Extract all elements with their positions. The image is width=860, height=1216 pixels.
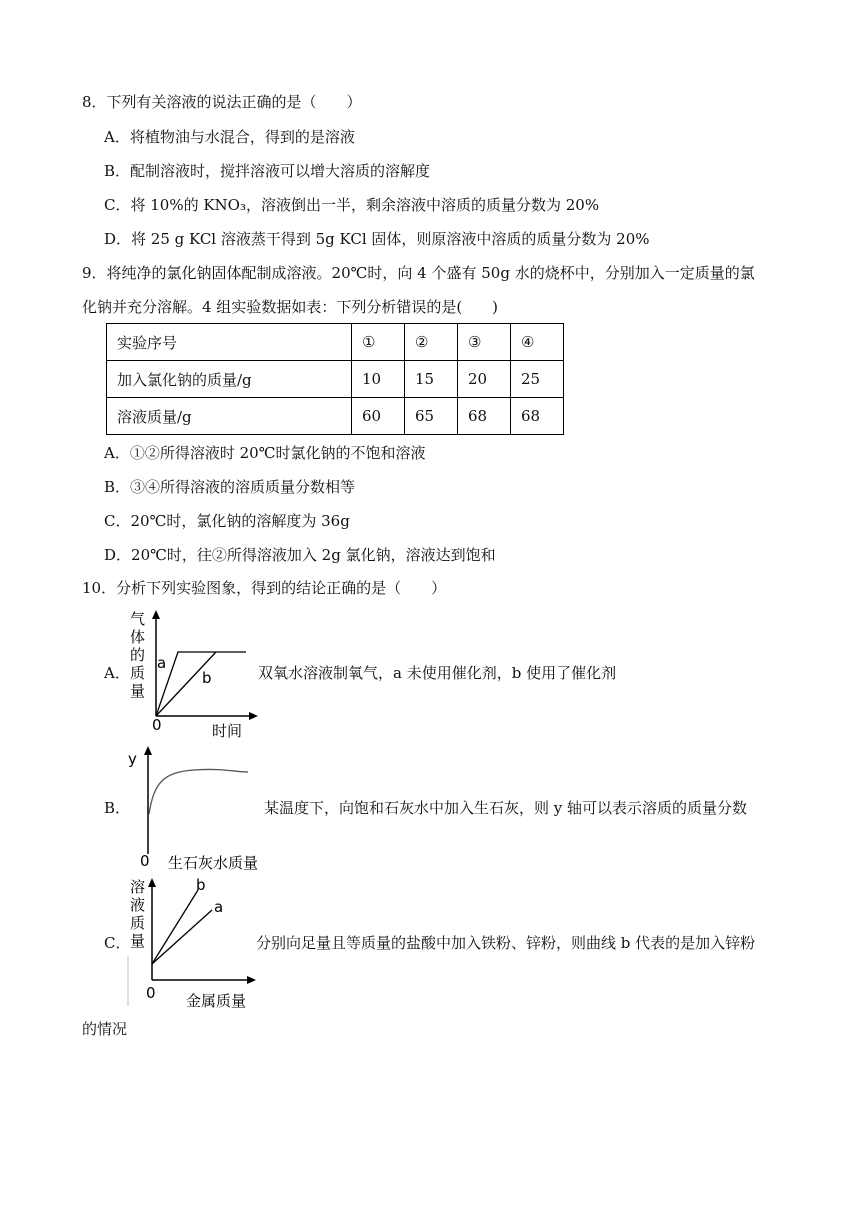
table-cell: 溶液质量/g bbox=[107, 398, 352, 435]
q8-stem: 8．下列有关溶液的说法正确的是（ ） bbox=[82, 93, 362, 111]
y-axis-label-char: 量 bbox=[130, 682, 146, 700]
q10-option-c-text: 分别向足量且等质量的盐酸中加入铁粉、锌粉，则曲线 b 代表的是加入锌粉 bbox=[256, 934, 756, 952]
q10-option-a-graph bbox=[126, 608, 260, 740]
y-axis-arrow-icon bbox=[152, 610, 160, 619]
table-header-cell: ② bbox=[405, 324, 458, 361]
y-axis-label-char: 溶 bbox=[130, 878, 146, 896]
q10-option-a-letter: A． bbox=[104, 664, 130, 682]
q8-option-c: C．将 10%的 KNO₃，溶液倒出一半，剩余溶液中溶质的质量分数为 20% bbox=[104, 196, 600, 214]
q9-stem-line1: 9．将纯净的氯化钠固体配制成溶液。20℃时，向 4 个盛有 50g 水的烧杯中，分别加入一定质量的氯 bbox=[82, 264, 755, 282]
y-axis-label-char: 量 bbox=[130, 932, 146, 950]
x-axis-arrow-icon bbox=[249, 712, 258, 720]
table-header-cell: ③ bbox=[458, 324, 511, 361]
curve-a bbox=[152, 910, 212, 964]
table-cell: 10 bbox=[352, 361, 405, 398]
q10-option-a-text: 双氧水溶液制氧气，a 未使用催化剂，b 使用了催化剂 bbox=[258, 664, 617, 682]
table-row bbox=[107, 324, 564, 361]
x-axis-label: 生石灰水质量 bbox=[168, 854, 259, 872]
table-cell: 60 bbox=[352, 398, 405, 435]
q8-option-b: B．配制溶液时，搅拌溶液可以增大溶质的溶解度 bbox=[104, 162, 431, 180]
curve-y bbox=[149, 769, 248, 814]
table-cell: 25 bbox=[511, 361, 564, 398]
table-cell: 68 bbox=[458, 398, 511, 435]
y-axis-arrow-icon bbox=[144, 746, 152, 755]
q10-option-b-graph bbox=[124, 742, 272, 874]
q9-data-table bbox=[106, 323, 564, 435]
table-header-cell: ① bbox=[352, 324, 405, 361]
table-row bbox=[107, 398, 564, 435]
y-axis-label-char: 气 bbox=[130, 610, 146, 628]
q10-option-c-continuation: 的情况 bbox=[82, 1020, 128, 1038]
q10-stem: 10．分析下列实验图象，得到的结论正确的是（ ） bbox=[82, 579, 447, 597]
curve-a-label: a bbox=[157, 654, 167, 672]
curve-a bbox=[156, 652, 246, 716]
x-axis-label: 时间 bbox=[212, 722, 243, 740]
origin-label: 0 bbox=[146, 984, 156, 1002]
y-axis-label-char: 的 bbox=[130, 646, 146, 664]
table-cell: 65 bbox=[405, 398, 458, 435]
curve-b bbox=[152, 890, 198, 964]
q9-option-c: C．20℃时，氯化钠的溶解度为 36g bbox=[104, 512, 350, 530]
table-header-cell: ④ bbox=[511, 324, 564, 361]
curve-b-label: b bbox=[196, 876, 206, 894]
y-axis-label-char: 质 bbox=[130, 664, 146, 682]
y-axis-label-char: 体 bbox=[130, 628, 146, 646]
q10-option-b-letter: B． bbox=[104, 799, 131, 817]
y-axis-arrow-icon bbox=[148, 878, 156, 887]
table-cell: 20 bbox=[458, 361, 511, 398]
q10-option-b-text: 某温度下，向饱和石灰水中加入生石灰，则 y 轴可以表示溶质的质量分数 bbox=[264, 799, 748, 817]
table-header-cell: 实验序号 bbox=[107, 324, 352, 361]
q8-option-a: A．将植物油与水混合，得到的是溶液 bbox=[104, 128, 355, 146]
origin-label: 0 bbox=[152, 716, 162, 734]
x-axis-label: 金属质量 bbox=[186, 992, 247, 1010]
curve-b-label: b bbox=[202, 669, 212, 687]
q10-option-c-letter: C． bbox=[104, 934, 131, 952]
y-axis-label: y bbox=[128, 750, 137, 768]
q9-option-b: B．③④所得溶液的溶质质量分数相等 bbox=[104, 478, 356, 496]
curve-a-label: a bbox=[214, 898, 224, 916]
q9-stem-line2: 化钠并充分溶解。4 组实验数据如表：下列分析错误的是( ) bbox=[82, 298, 499, 316]
q8-option-d: D．将 25 g KCl 溶液蒸干得到 5g KCl 固体，则原溶液中溶质的质量分数为 20% bbox=[104, 230, 650, 248]
table-cell: 15 bbox=[405, 361, 458, 398]
q9-option-d: D．20℃时，往②所得溶液加入 2g 氯化钠，溶液达到饱和 bbox=[104, 546, 496, 564]
y-axis-label-char: 质 bbox=[130, 914, 146, 932]
x-axis-arrow-icon bbox=[247, 976, 256, 984]
y-axis-label-char: 液 bbox=[130, 896, 146, 914]
table-cell: 加入氯化钠的质量/g bbox=[107, 361, 352, 398]
q10-option-c-graph bbox=[126, 876, 262, 1012]
q9-option-a: A．①②所得溶液时 20℃时氯化钠的不饱和溶液 bbox=[104, 444, 426, 462]
table-cell: 68 bbox=[511, 398, 564, 435]
table-row bbox=[107, 361, 564, 398]
origin-label: 0 bbox=[140, 852, 150, 870]
